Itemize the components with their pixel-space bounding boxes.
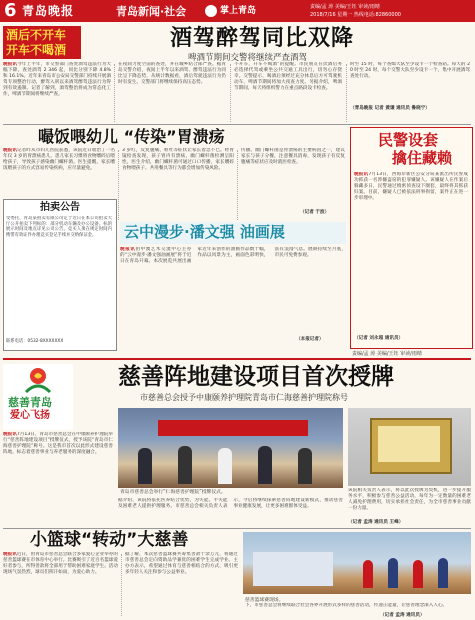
baby-story-col-2: 3 岁红，反复腹痛、呕吐等症状让家长着急不已。经胃镜检查发现，孩子胃内有溃疡，幽门螺杆菌检测呈阳性。医生介绍，幽门螺杆菌可通过口口传播，家长嚼碎食物喂孩子、共用餐具等行为都会增加传染风险。 [122, 148, 234, 172]
culture-credit: （本报记者） [296, 337, 324, 342]
drunk-driving-col-1: 晚报讯今年上半年，市交警部门查处酒驾违法行为大幅下降，查处酒驾 2 346 起，同比分别下降 4.8% 和 16.1%。近年来青岛市公安局交警部门持续开展酒驾专项整治行动，醉驾入刑以来酒驾醉驾违法行为得到有效遏制。记者了解到，酒驾整治将成为常态化工作，啤酒节期间将继续严查。 [3, 62, 111, 98]
baby-story-col-1: 晚报讯记者昨从市妇儿医院获悉，该院近日收治了一名年仅 3 岁的胃溃疡患儿。患儿家长习惯将食物嚼碎后喂给孩子，导致孩子感染幽门螺杆菌。医生提醒，家长嚼饭喂孩子的方式容易传染疾病，应尽量避免。 [3, 148, 115, 172]
portal-name: 掌上青岛 [220, 6, 257, 16]
charity-subheadline: 市慈善总会授予中康颐养护理院青岛市仁海慈善护理院称号 [140, 393, 348, 402]
second-band-info: 责编/孟 涛 美编/王钰 审读/雨晴 [352, 351, 422, 357]
basketball-col-1: 晚报讯近日，由青岛市慈善总会联合多家爱心企业举办的慈善篮球赛在市体育中心举行。比赛吸引了近百名篮球爱好者参与，所得善款将全部用于帮助困难家庭学生。活动现场气氛热烈，球员们挥汗如雨，为爱心助力。 [3, 552, 118, 576]
charity-col-1: 晚报讯7月13日，青岛市慈善总会在中康颐养护理院举行“慈善阵地建设项目”授牌仪式，授予该院“青岛市仁海慈善护理院”称号。这是我市首次以此形式建设慈善阵地，标志着慈善事业与养老服务的深度融合。 [3, 432, 113, 456]
section-title: 青岛新闻·社会 [116, 5, 187, 18]
charity-col-3: 该院相关负责人表示，将以此次授牌为契机，进一步提升服务水平，积极参与慈善公益活动，每年为一定数量的困难老人减免护理费用，切实承担社会责任，为全市慈善事业贡献一份力量。 [348, 488, 471, 512]
basketball-photo [243, 532, 471, 594]
drunk-driving-col-4: 时至 15 时，每个查缉大队至少设卡一个检查站。每天的 20 时至 24 时，每个交警大队至少设卡一个，集中开展酒驾查处行动。 [350, 62, 470, 80]
auction-title: 拍卖公告 [40, 202, 80, 213]
charity-logo-line-2: 爱心飞扬 [10, 410, 50, 421]
charity-photo [118, 408, 343, 488]
auction-contact: 联系电话：0532-8XXXXXXX [6, 339, 64, 344]
auction-body: 受委托，青岛某拍卖有限公司定于近日在本公司拍卖大厅公开拍卖下列标的：部分机动车辆及办公设备。标的展示时间及地点详见公司公告。竞买人须在规定时间内携带有效证件办理竞买登记手续并交纳保证金。 [6, 216, 112, 238]
basketball-credit: （记者 孟涛 通讯员） [380, 613, 425, 618]
charity-plaque-photo [348, 408, 471, 486]
main-subheadline: 啤酒节期间交警将继续严查酒驾 [188, 53, 308, 63]
portal-icon [205, 5, 217, 17]
culture-title: 云中漫步·潘文强 油画展 [124, 223, 285, 241]
basketball-title: 小篮球“转动”大慈善 [30, 530, 189, 550]
charity-credit: （记者 孟涛 通讯员 王峰） [348, 520, 404, 525]
baby-story-title: 嘬饭喂幼儿 “传染”胃溃疡 [38, 127, 225, 146]
charity-col-2: 据介绍，该院将依托医养结合优势，为失能、半失能及困难老人提供护理服务。市慈善总会相关负责人表示，今后将继续探索慈善阵地建设新模式，推动慈善事业健康发展，让更多困难群体受益。 [118, 498, 343, 510]
main-headline: 酒驾醉驾同比双降 [170, 26, 355, 51]
column-body: 晚报讯7月13日，西海岸新区公安分局某派出所民警成功抓获一名涉嫌盗窃的犯罪嫌疑人。该嫌疑人在作案后躲藏多日，民警通过缜密侦查设下圈套，最终将其抓获归案。目前，嫌疑人已被依法刑事拘留，案件正在进一步审理中。 [354, 172, 468, 202]
baby-story-credit: （记者 于波） [300, 210, 330, 215]
drunk-driving-col-2: 在夜间力度空前的查处，并在城乡结合部严查。据青岛交警介绍，夜间上半年以来酒驾、醉驾违法行为同比呈下降态势，从统计数据看，酒后驾驶违法行为仍时有发生。交警部门将继续保持高压态势。 [118, 62, 226, 86]
column-title-1: 民警设套 [378, 131, 439, 149]
basketball-photo-caption: 慈善篮球赛现场。 [245, 598, 284, 603]
charity-photo-caption: 青岛市慈善总会举行“仁海慈善护理院”授牌仪式。 [120, 490, 226, 495]
baby-story-col-3: 传播。幽门螺杆菌是胃溃疡的主要病因之一，建议家长与孩子分餐，注意餐具消毒，发现孩子有反复腹痛等症状应及时就医检查。 [241, 148, 345, 166]
charity-headline: 慈善阵地建设项目首次授牌 [118, 364, 394, 390]
charity-logo-line-1: 慈善青岛 [8, 396, 52, 409]
masthead-info-1: 责编/孟 涛 美编/王钰 审读/雨晴 [310, 4, 380, 10]
slogan-line-1: 酒后不开车 [6, 28, 67, 42]
drunk-driving-col-3: 不开车，开车不喝酒”的提醒。市民朋友在饮酒后务必选择代驾或乘坐公共交通工具出行，切勿心存侥幸。交警提示，喝酒后须经过充分休息后方可驾驶机动车，啤酒节期间将加大夜查力度。另据介绍，啤酒节期间，每天将组织警力在重点路段设卡检查。 [234, 62, 342, 92]
masthead-info-2: 2018/7/16 星期一 热线电话:82860000 [310, 12, 401, 18]
culture-body: 晚报讯由中澳艺术交流中心主办的“云中漫步·潘文强油画展”将于近日在青岛开幕。本次展览共展出画家近年来创作的油画作品数十幅，作品以风景为主，画面色彩明快，富有浪漫气息。展期持续至月底，市民可免费参观。 [120, 247, 346, 265]
page-number: 6 [4, 0, 17, 21]
basketball-col-2: 据了解，本次慈善篮球赛共筹集善款十余万元，将通过市慈善总会定向资助品学兼优的困难学生完成学业。主办方表示，希望通过体育与慈善相结合的方式，吸引更多年轻人关注和参与公益事业。 [125, 552, 238, 576]
drunk-driving-credit: （青岛晚报 记者 黄谦 通讯员 鲁晓宁） [350, 106, 430, 111]
basketball-col-3: 下，市慈善总会将继续联合社会各界开展形式多样的慈善活动，传递正能量，让慈善理念深入人心。 [245, 603, 448, 608]
column-title-2: 擒住藏赖 [392, 149, 453, 167]
column-credit: （记者 刘永超 通讯员） [354, 336, 404, 341]
charity-logo-icon [20, 366, 56, 394]
slogan-line-2: 开车不喝酒 [6, 43, 67, 57]
paper-logo: 青岛晚报 [22, 4, 75, 18]
